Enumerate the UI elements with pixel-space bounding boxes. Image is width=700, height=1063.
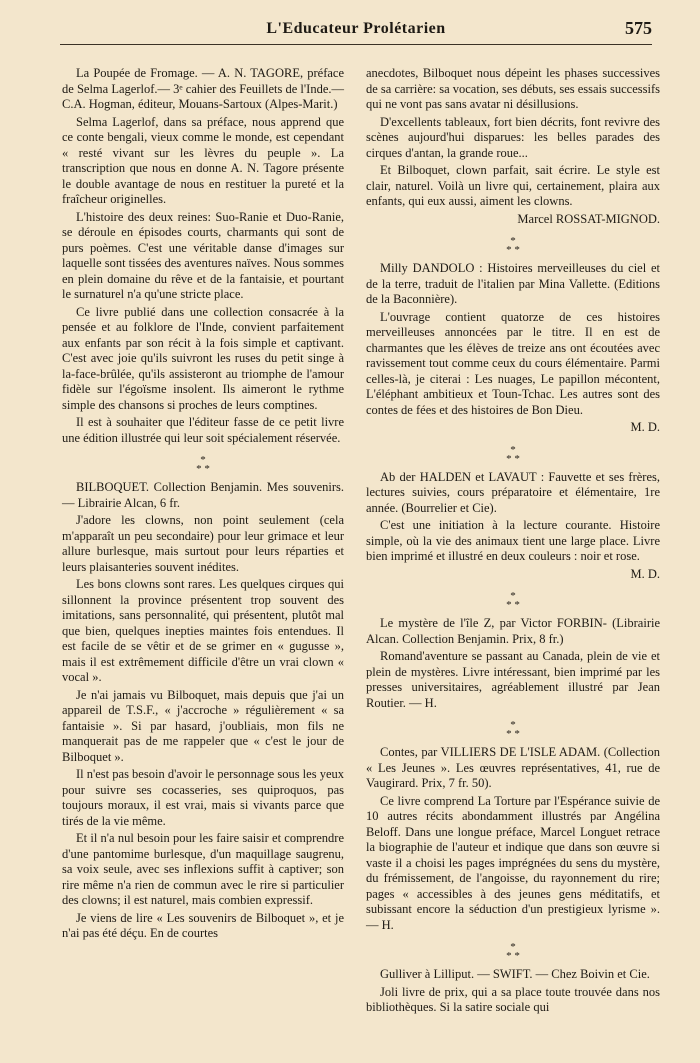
page-number: 575 (625, 18, 652, 38)
paragraph: Il est à souhaiter que l'éditeur fasse de ce petit livre une édition illustrée qui leur soit spécialement réservée. (62, 415, 344, 445)
paragraph: J'adore les clowns, non point seulement (cela m'apparaît un peu secondaire) pour leur grimace et leur allure burlesque, mais surtout pour leurs réparties et leurs plaisanteries souvent inédites. (62, 513, 344, 574)
review-heading-bilboquet: BILBOQUET. Collection Benjamin. Mes souvenirs. — Librairie Alcan, 6 fr. (62, 480, 344, 510)
asterism-separator: * * * (506, 590, 520, 611)
running-title: L'Educateur Prolétarien (266, 20, 446, 37)
review-heading-dandolo: Milly DANDOLO : Histoires merveilleuses du ciel et de la terre, traduit de l'italien par Mina Vallette. (Editions de la Baconnière). (366, 261, 660, 306)
review-heading-tagore: La Poupée de Fromage. — A. N. TAGORE, préface de Selma Lagerlof.— 3ᵉ cahier des Feuillets de l'Inde.— C.A. Hogman, éditeur, Mouans-Sartoux (Alpes-Marit.) (62, 66, 344, 111)
signature: M. D. (630, 420, 660, 434)
asterism-separator: * * * (506, 443, 520, 465)
review-heading-halden: Ab der HALDEN et LAVAUT : Fauvette et ses frères, lectures suivies, cours préparatoire et élémentaire, 1re année. (Bourrelier et Cie). (366, 469, 660, 515)
paragraph: L'histoire des deux reines: Suo-Ranie et Duo-Ranie, se déroule en épisodes courts, charmants qui sont de purs poèmes. C'est une véritable danse d'images sur laquelle sont tissées des aventures naïves. Nous sommes en plein domaine du rêve et de la fantaisie, et pourtant le surnaturel n'a qu'une stricte place. (62, 209, 344, 301)
header-rule (60, 44, 652, 45)
left-column (62, 66, 344, 944)
review-heading-swift: Gulliver à Lilliput. — SWIFT. — Chez Boivin et Cie. (380, 967, 650, 981)
paragraph: Je viens de lire « Les souvenirs de Bilboquet », et je n'ai pas été déçu. En de courtes (62, 910, 344, 940)
paragraph: L'ouvrage contient quatorze de ces histoires merveilleuses annoncées par le titre. Il en est de charmantes que les élèves de treize ans ont écoutées avec ravissement tout comme ceux du cours élémentaire. Parmi celles-là, je citerai : Les nuages, Le papillon mécontent, L'éléphant ambitieux et Toun-Tchac. Les autres sont des contes de fées et des histoires de Bon Dieu. (366, 309, 660, 417)
paragraph: Romand'aventure se passant au Canada, plein de vie et plein de mystères. Livre intéressant, bien imprimé par les presses universitaires, agréablement illustré par Jean Routier. — H. (366, 649, 660, 710)
review-heading-forbin: Le mystère de l'île Z, par Victor FORBIN- (Librairie Alcan. Collection Benjamin. Prix, 8 fr.) (366, 616, 660, 646)
paragraph: Ce livre publié dans une collection consacrée à la pensée et au folklore de l'Inde, convient parfaitement aux enfants par son récit à la fois simple et captivant. C'est avec joie qu'ils suivront les ruses du petit singe à la-face-brûlée, qu'ils assisteront au triomphe de l'amour fidèle sur l'égoïsme insolent. Ils aimeront le rythme simple des chansons si proches de leurs comptines. (62, 304, 344, 412)
paragraph: D'excellents tableaux, fort bien décrits, font revivre des scènes aujourd'hui disparues: les belles parades des cirques d'antan, la grande roue... (366, 114, 660, 160)
paragraph: Joli livre de prix, qui a sa place toute trouvée dans nos bibliothèques. Si la satire sociale qui (366, 984, 660, 1014)
paragraph: anecdotes, Bilboquet nous dépeint les phases successives de sa carrière: sa vocation, ses débuts, ses essais successifs qui ne vont pas sans avatar ni désillusions. (366, 66, 661, 111)
paragraph: Il n'est pas besoin d'avoir le personnage sous les yeux pour suivre ses cocasseries, ses quiproquos, pas toujours moraux, il est vrai, mais si vivants parce que tirés de la vie même. (62, 767, 344, 828)
paragraph: C'est une initiation à la lecture courante. Histoire simple, où la vie des animaux tient une large place. Livre bien imprimé et illustré en deux couleurs : noir et rose. (366, 518, 660, 563)
asterism-separator: * * * (506, 719, 520, 740)
asterism-separator: * * * (506, 941, 520, 962)
signature: M. D. (630, 566, 660, 581)
paragraph: Et Bilboquet, clown parfait, sait écrire. Le style est clair, naturel. Voilà un livre qui, certainement, plaira aux enfants, qui eux aussi, aiment les clowns. (366, 163, 660, 208)
asterism-separator: * * * (196, 454, 210, 475)
paragraph: Les bons clowns sont rares. Les quelques cirques qui sillonnent la province présentent trop souvent des imitations, sans personnalité, qui présentent, plutôt mal que bien, quelques inepties maintes fois entendues. Il est facile de se vêtir et de se grimer en « gugusse », mais il est extrêmement difficile d'être un vrai clown « vocal ». (62, 577, 344, 684)
right-column (366, 66, 660, 1018)
paragraph: Je n'ai jamais vu Bilboquet, mais depuis que j'ai un appareil de T.S.F., « j'accroche » régulièrement « sa fantaisie ». Si par hasard, j'oubliais, mon fils ne manquerait pas de me rappeler que « c'est le jour de Bilboquet ». (62, 687, 344, 764)
asterism-separator: * * * (506, 235, 520, 256)
paragraph: Et il n'a nul besoin pour les faire saisir et comprendre d'une pantomime burlesque, d'un maquillage saugrenu, sa voix seule, avec ses inflexions suffit à captiver; son rire même n'a rien de commun avec le rire si particulier des clowns; il est naturel, mais combien expressif. (62, 831, 344, 907)
review-heading-villiers: Contes, par VILLIERS DE L'ISLE ADAM. (Collection « Les Jeunes ». Les œuvres représentatives, 41, rue de Vaugirard. Prix, 7 fr. 50). (366, 745, 660, 790)
page-header (60, 14, 652, 42)
signature: Marcel ROSSAT-MIGNOD. (517, 211, 660, 226)
paragraph: Ce livre comprend La Torture par l'Espérance suivie de 10 autres récits abondamment illustrés par Angélina Beloff. Dans une longue préface, Marcel Longuet retrace la biographie de l'auteur et indique que dans son œuvre si vaste il a choisi les pages imprégnées du sens du mystère, du frémissement, de l'angoisse, du rayonnement du rire; pages « accessibles à des jeunes gens méditatifs, et subissant encore la séduction d'un prestigieux lyrisme ». — H. (366, 793, 660, 932)
paragraph: Selma Lagerlof, dans sa préface, nous apprend que ce conte bengali, vieux comme le monde, est cependant « resté vivant sur les lèvres du peuple ». La transcription que nous en donne A. N. Tagore présente le double avantage de nous en restituer la pureté et la fraîcheur originelles. (62, 114, 344, 206)
